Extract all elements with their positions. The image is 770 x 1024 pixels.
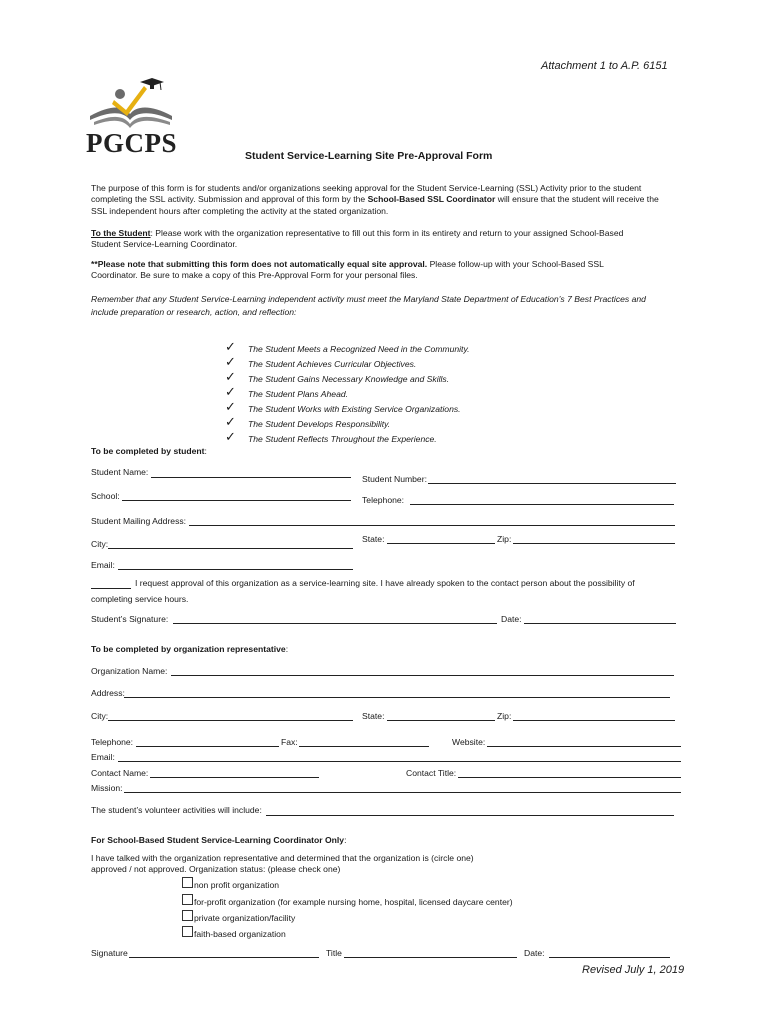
nonprofit-checkbox[interactable] — [182, 877, 193, 888]
org-telephone-label: Telephone: — [91, 737, 134, 747]
org-address-field[interactable] — [124, 697, 670, 698]
forprofit-option-label: for-profit organization (for example nursing home, hospital, licensed daycare center) — [194, 897, 513, 907]
org-name-label: Organization Name: — [91, 666, 168, 676]
student-name-field[interactable] — [151, 477, 351, 478]
coordinator-signature-field[interactable] — [129, 957, 319, 958]
form-title: Student Service-Learning Site Pre-Approval Form — [245, 150, 493, 162]
private-option-label: private organization/facility — [194, 913, 296, 923]
forprofit-checkbox[interactable] — [182, 894, 193, 905]
org-state-field[interactable] — [387, 720, 495, 721]
check-icon: ✓ — [225, 399, 236, 414]
org-section-heading: To be completed by organization representative: — [91, 644, 289, 654]
coordinator-text: I have talked with the organization representative and determined that the organization is (circle one) approved / not approved. Organization status: (please check one) — [91, 853, 474, 874]
student-section-heading: To be completed by student: — [91, 446, 207, 456]
state-field[interactable] — [387, 543, 495, 544]
faith-based-checkbox[interactable] — [182, 926, 193, 937]
city-field[interactable] — [108, 548, 353, 549]
telephone-label: Telephone: — [362, 495, 405, 505]
org-address-label: Address: — [91, 688, 125, 698]
org-fax-field[interactable] — [299, 746, 429, 747]
student-signature-field[interactable] — [173, 623, 497, 624]
student-date-label: Date: — [501, 614, 522, 624]
org-website-field[interactable] — [487, 746, 681, 747]
city-label: City: — [91, 539, 109, 549]
org-telephone-field[interactable] — [136, 746, 279, 747]
activities-label: The student’s volunteer activities will include: — [91, 805, 262, 815]
email-field[interactable] — [118, 569, 353, 570]
student-number-label: Student Number: — [362, 474, 427, 484]
intro-text: The purpose of this form is for students and/or organizations seeking approval for the Student Service-Learning (SSL) Activity prior to the student completing the SSL activity. Submission and approval of this form by the School-Based SSL Coordinator will ensure that the student will receive the SSL independent hours after completing the activity at the stated organization. — [91, 183, 659, 216]
check-icon: ✓ — [225, 369, 236, 384]
org-zip-label: Zip: — [497, 711, 512, 721]
email-label: Email: — [91, 560, 115, 570]
org-zip-field[interactable] — [513, 720, 675, 721]
telephone-field[interactable] — [410, 504, 674, 505]
mailing-address-label: Student Mailing Address: — [91, 516, 187, 526]
revised-date: Revised July 1, 2019 — [582, 964, 685, 976]
contact-title-field[interactable] — [458, 777, 681, 778]
request-text: I request approval of this organization as a service-learning site. I have already spoken to the contact person about the possibility of — [135, 578, 635, 588]
check-icon: ✓ — [225, 414, 236, 429]
student-number-field[interactable] — [428, 483, 676, 484]
coordinator-date-field[interactable] — [549, 957, 670, 958]
note-text: **Please note that submitting this form does not automatically equal site approval. Please follow-up with your School-Based SSL Coordinator. Be sure to make a copy of this Pre-Approval Form for your personal files. — [91, 259, 604, 281]
student-signature-label: Student’s Signature: — [91, 614, 169, 624]
check-icon: ✓ — [225, 354, 236, 369]
org-email-label: Email: — [91, 752, 115, 762]
school-field[interactable] — [122, 500, 351, 501]
activities-field[interactable] — [266, 815, 674, 816]
check-icon: ✓ — [225, 384, 236, 399]
attachment-label: Attachment 1 to A.P. 6151 — [541, 60, 668, 72]
zip-label: Zip: — [497, 534, 512, 544]
org-state-label: State: — [362, 711, 385, 721]
faith-based-option-label: faith-based organization — [194, 929, 286, 939]
zip-field[interactable] — [513, 543, 675, 544]
coordinator-section-heading: For School-Based Student Service-Learning Coordinator Only: — [91, 835, 347, 845]
to-student-text: To the Student: Please work with the organization representative to fill out this form in its entirety and return to your assigned School-Based Student Service-Learning Coordinator. — [91, 228, 624, 250]
contact-title-label: Contact Title: — [406, 768, 457, 778]
school-label: School: — [91, 491, 120, 501]
request-initial-field[interactable] — [91, 588, 131, 589]
coordinator-date-label: Date: — [524, 948, 545, 958]
state-label: State: — [362, 534, 385, 544]
check-icon: ✓ — [225, 339, 236, 354]
org-website-label: Website: — [452, 737, 486, 747]
contact-name-label: Contact Name: — [91, 768, 149, 778]
org-city-field[interactable] — [108, 720, 353, 721]
pgcps-logo — [84, 74, 178, 160]
mission-field[interactable] — [124, 792, 681, 793]
coordinator-title-field[interactable] — [344, 957, 517, 958]
nonprofit-option-label: non profit organization — [194, 880, 280, 890]
private-checkbox[interactable] — [182, 910, 193, 921]
request-text-cont: completing service hours. — [91, 594, 189, 604]
student-date-field[interactable] — [524, 623, 676, 624]
logo-text: PGCPS — [86, 128, 178, 158]
org-name-field[interactable] — [171, 675, 674, 676]
mailing-address-field[interactable] — [189, 525, 675, 526]
org-email-field[interactable] — [118, 761, 681, 762]
org-city-label: City: — [91, 711, 109, 721]
contact-name-field[interactable] — [150, 777, 319, 778]
coordinator-title-label: Title — [326, 948, 342, 958]
org-fax-label: Fax: — [281, 737, 298, 747]
mission-label: Mission: — [91, 783, 123, 793]
student-name-label: Student Name: — [91, 467, 149, 477]
check-icon: ✓ — [225, 429, 236, 444]
coordinator-signature-label: Signature — [91, 948, 128, 958]
remember-text: Remember that any Student Service-Learning independent activity must meet the Maryland State Department of Education’s 7 Best Practices and include preparation or research, action, and reflection: — [91, 294, 646, 317]
